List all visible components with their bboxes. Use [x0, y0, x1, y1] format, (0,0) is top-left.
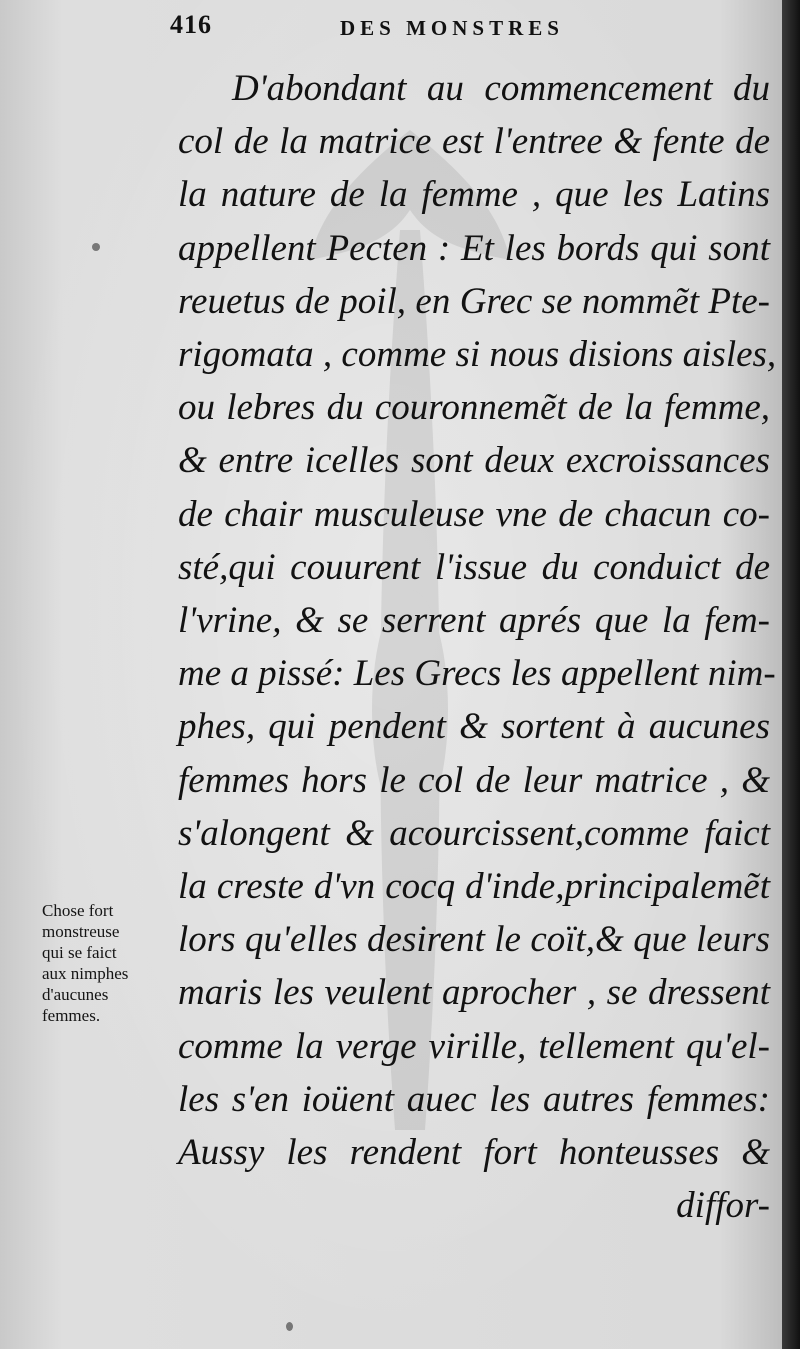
text-line: l'vrine, & se serrent aprés que la fem- — [178, 600, 770, 642]
text-line: & entre icelles sont deux excroissances — [178, 440, 770, 482]
page-number: 416 — [170, 10, 212, 39]
text-line: femmes hors le col de leur matrice , & — [178, 759, 770, 801]
running-head — [170, 6, 730, 46]
text-line: phes, qui pendent & sortent à aucunes — [178, 706, 770, 748]
scan-border — [782, 0, 800, 1349]
margin-note-line: qui se faict — [42, 943, 117, 962]
text-line: me a pissé: Les Grecs les appellent nim- — [178, 653, 776, 695]
text-line: reuetus de poil, en Grec se nommẽt Pte- — [178, 280, 770, 322]
text-line: D'abondant au commencement du — [232, 68, 770, 109]
catchword: diffor- — [676, 1185, 770, 1227]
margin-note-line: d'aucunes — [42, 985, 109, 1004]
ink-speck — [92, 243, 100, 251]
running-title: DES MONSTRES — [340, 16, 564, 40]
text-line: comme la verge virille, tellement qu'el- — [178, 1025, 770, 1067]
text-line: rigomata , comme si nous disions aisles, — [178, 334, 777, 376]
text-line: ou lebres du couronnemẽt de la femme, — [178, 387, 770, 429]
margin-note-line: monstreuse — [42, 922, 120, 941]
text-line: lors qu'elles desirent le coït,& que leurs — [178, 919, 770, 961]
text-line: col de la matrice est l'entree & fente de — [178, 121, 770, 163]
ink-speck — [286, 1322, 293, 1331]
text-line: de chair musculeuse vne de chacun co- — [178, 493, 770, 535]
margin-note-line: aux nimphes — [42, 964, 129, 983]
text-line: Aussy les rendent fort honteusses & — [178, 1132, 770, 1174]
text-line: appellent Pecten : Et les bords qui sont — [178, 227, 770, 269]
text-line: les s'en ioüent auec les autres femmes: — [178, 1078, 770, 1120]
text-line: la creste d'vn cocq d'inde,principalemẽt — [178, 866, 770, 908]
body-text — [178, 62, 777, 1232]
text-line: s'alongent & acourcissent,comme faict — [178, 812, 770, 854]
margin-note — [42, 900, 172, 1026]
text-line: maris les veulent aprocher , se dressent — [178, 972, 770, 1014]
text-line: sté,qui couurent l'issue du conduict de — [178, 546, 770, 588]
margin-note-line: femmes. — [42, 1006, 101, 1025]
margin-note-line: Chose fort — [42, 901, 114, 920]
text-line: la nature de la femme , que les Latins — [178, 174, 770, 216]
